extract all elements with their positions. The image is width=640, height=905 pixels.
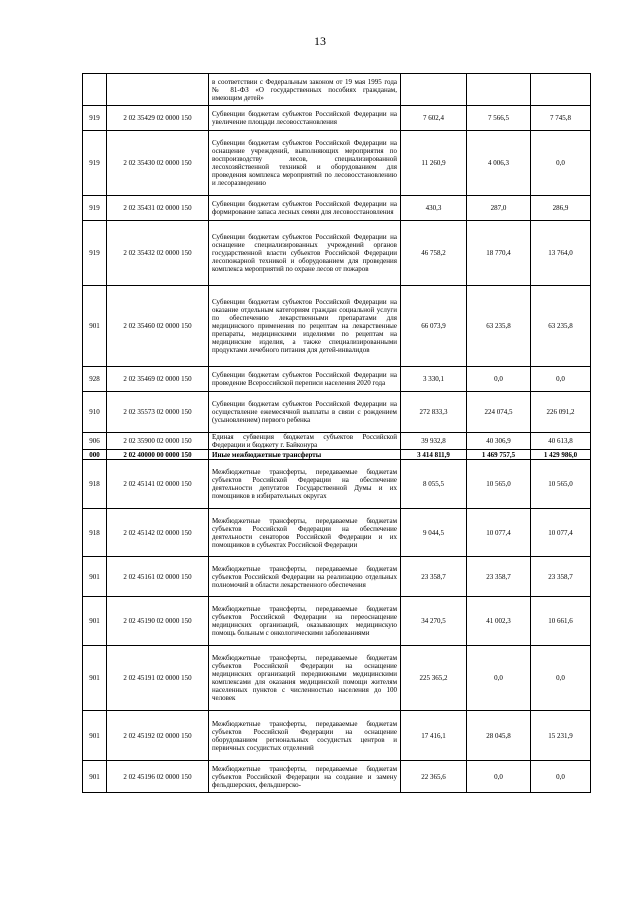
table-row bbox=[83, 460, 591, 509]
table-row bbox=[83, 221, 591, 286]
amount-year2-cell: 23 358,7 bbox=[467, 557, 531, 597]
amount-year1-cell: 46 758,2 bbox=[401, 221, 467, 286]
amount-year2-cell: 10 565,0 bbox=[467, 460, 531, 509]
admin-code-cell: 901 bbox=[83, 597, 107, 646]
budget-classification-code-cell: 2 02 45161 02 0000 150 bbox=[107, 557, 209, 597]
amount-year2-cell: 1 469 757,5 bbox=[467, 450, 531, 460]
amount-year1-cell: 22 365,6 bbox=[401, 761, 467, 793]
budget-classification-code-cell: 2 02 45142 02 0000 150 bbox=[107, 509, 209, 557]
table-row bbox=[83, 106, 591, 131]
budget-classification-code-cell bbox=[107, 74, 209, 106]
amount-year1-cell: 7 602,4 bbox=[401, 106, 467, 131]
amount-year2-cell: 0,0 bbox=[467, 761, 531, 793]
budget-classification-code-cell: 2 02 35460 02 0000 150 bbox=[107, 286, 209, 367]
table-row bbox=[83, 131, 591, 196]
admin-code-cell: 910 bbox=[83, 392, 107, 433]
budget-classification-code-cell: 2 02 45141 02 0000 150 bbox=[107, 460, 209, 509]
admin-code-cell: 901 bbox=[83, 286, 107, 367]
table-row bbox=[83, 597, 591, 646]
amount-year3-cell: 226 091,2 bbox=[531, 392, 591, 433]
table-row bbox=[83, 711, 591, 761]
table-row bbox=[83, 509, 591, 557]
table-row bbox=[83, 196, 591, 221]
amount-year2-cell: 287,0 bbox=[467, 196, 531, 221]
revenue-name-cell: Межбюджетные трансферты, передаваемые бюджетам субъектов Российской Федерации на реализацию отдельных полномочий в области лекарственного обеспечения bbox=[209, 557, 401, 597]
budget-classification-code-cell: 2 02 35900 02 0000 150 bbox=[107, 433, 209, 450]
amount-year1-cell: 39 932,8 bbox=[401, 433, 467, 450]
amount-year1-cell: 272 833,3 bbox=[401, 392, 467, 433]
amount-year2-cell: 0,0 bbox=[467, 646, 531, 711]
amount-year2-cell bbox=[467, 74, 531, 106]
budget-classification-code-cell: 2 02 45192 02 0000 150 bbox=[107, 711, 209, 761]
admin-code-cell: 919 bbox=[83, 131, 107, 196]
table-row bbox=[83, 557, 591, 597]
admin-code-cell: 919 bbox=[83, 221, 107, 286]
amount-year3-cell: 7 745,8 bbox=[531, 106, 591, 131]
amount-year3-cell: 286,9 bbox=[531, 196, 591, 221]
amount-year2-cell: 10 077,4 bbox=[467, 509, 531, 557]
budget-revenue-table bbox=[82, 73, 591, 793]
amount-year3-cell: 1 429 986,0 bbox=[531, 450, 591, 460]
table-row bbox=[83, 392, 591, 433]
amount-year1-cell bbox=[401, 74, 467, 106]
amount-year2-cell: 40 306,9 bbox=[467, 433, 531, 450]
amount-year1-cell: 34 270,5 bbox=[401, 597, 467, 646]
amount-year3-cell: 23 358,7 bbox=[531, 557, 591, 597]
budget-classification-code-cell: 2 02 35573 02 0000 150 bbox=[107, 392, 209, 433]
budget-classification-code-cell: 2 02 35469 02 0000 150 bbox=[107, 367, 209, 392]
amount-year2-cell: 7 566,5 bbox=[467, 106, 531, 131]
revenue-name-cell: Субвенции бюджетам субъектов Российской Федерации на оснащение учреждений, выполняющих мероприятия по воспроизводству лесов, специализированной лесохозяйственной техникой и оборудованием для проведения комплекса мероприятий по лесовосстановлению и лесоразведению bbox=[209, 131, 401, 196]
amount-year3-cell: 10 565,0 bbox=[531, 460, 591, 509]
admin-code-cell: 901 bbox=[83, 646, 107, 711]
table-row bbox=[83, 646, 591, 711]
admin-code-cell: 000 bbox=[83, 450, 107, 460]
amount-year3-cell: 15 231,9 bbox=[531, 711, 591, 761]
table-row bbox=[83, 286, 591, 367]
amount-year3-cell: 13 764,0 bbox=[531, 221, 591, 286]
amount-year1-cell: 9 044,5 bbox=[401, 509, 467, 557]
amount-year3-cell: 0,0 bbox=[531, 646, 591, 711]
revenue-name-cell: Субвенции бюджетам субъектов Российской Федерации на осуществление ежемесячной выплаты в связи с рождением (усыновлением) первого ребенка bbox=[209, 392, 401, 433]
amount-year1-cell: 225 365,2 bbox=[401, 646, 467, 711]
budget-classification-code-cell: 2 02 45190 02 0000 150 bbox=[107, 597, 209, 646]
amount-year1-cell: 3 414 811,9 bbox=[401, 450, 467, 460]
amount-year2-cell: 41 002,3 bbox=[467, 597, 531, 646]
revenue-name-cell: Межбюджетные трансферты, передаваемые бюджетам субъектов Российской Федерации на оснащение медицинских организаций передвижными медицинскими комплексами для оказания медицинской помощи жителям населенных пунктов с численностью населения до 100 человек bbox=[209, 646, 401, 711]
table-row bbox=[83, 433, 591, 450]
revenue-name-cell: Межбюджетные трансферты, передаваемые бюджетам субъектов Российской Федерации на оснащение оборудованием региональных сосудистых центров и первичных сосудистых отделений bbox=[209, 711, 401, 761]
amount-year1-cell: 8 055,5 bbox=[401, 460, 467, 509]
amount-year1-cell: 3 330,1 bbox=[401, 367, 467, 392]
budget-classification-code-cell: 2 02 45191 02 0000 150 bbox=[107, 646, 209, 711]
amount-year1-cell: 66 073,9 bbox=[401, 286, 467, 367]
amount-year3-cell bbox=[531, 74, 591, 106]
admin-code-cell: 919 bbox=[83, 196, 107, 221]
amount-year1-cell: 17 416,1 bbox=[401, 711, 467, 761]
admin-code-cell: 901 bbox=[83, 711, 107, 761]
revenue-name-cell: Субвенции бюджетам субъектов Российской Федерации на увеличение площади лесовосстановления bbox=[209, 106, 401, 131]
budget-classification-code-cell: 2 02 40000 00 0000 150 bbox=[107, 450, 209, 460]
budget-classification-code-cell: 2 02 45196 02 0000 150 bbox=[107, 761, 209, 793]
admin-code-cell: 906 bbox=[83, 433, 107, 450]
amount-year3-cell: 10 077,4 bbox=[531, 509, 591, 557]
amount-year1-cell: 430,3 bbox=[401, 196, 467, 221]
amount-year3-cell: 10 661,6 bbox=[531, 597, 591, 646]
table-row bbox=[83, 761, 591, 793]
table-row bbox=[83, 74, 591, 106]
revenue-name-cell: Единая субвенция бюджетам субъектов Российской Федерации и бюджету г. Байконура bbox=[209, 433, 401, 450]
admin-code-cell: 901 bbox=[83, 761, 107, 793]
table-row bbox=[83, 367, 591, 392]
revenue-name-cell: Субвенции бюджетам субъектов Российской Федерации на формирование запаса лесных семян для лесовосстановления bbox=[209, 196, 401, 221]
table-body bbox=[83, 74, 591, 793]
amount-year1-cell: 11 260,9 bbox=[401, 131, 467, 196]
amount-year2-cell: 224 074,5 bbox=[467, 392, 531, 433]
admin-code-cell: 901 bbox=[83, 557, 107, 597]
admin-code-cell bbox=[83, 74, 107, 106]
revenue-name-cell: Субвенции бюджетам субъектов Российской Федерации на оснащение специализированных учреждений органов государственной власти субъектов Российской Федерации лесопожарной техникой и оборудованием для проведения комплекса мероприятий по охране лесов от пожаров bbox=[209, 221, 401, 286]
table-row bbox=[83, 450, 591, 460]
revenue-name-cell: Межбюджетные трансферты, передаваемые бюджетам субъектов Российской Федерации на создание и замену фельдшерских, фельдшерско- bbox=[209, 761, 401, 793]
amount-year1-cell: 23 358,7 bbox=[401, 557, 467, 597]
revenue-name-cell: Межбюджетные трансферты, передаваемые бюджетам субъектов Российской Федерации на переоснащение медицинских организаций, оказывающих медицинскую помощь больным с онкологическими заболеваниями bbox=[209, 597, 401, 646]
admin-code-cell: 918 bbox=[83, 509, 107, 557]
amount-year2-cell: 63 235,8 bbox=[467, 286, 531, 367]
amount-year3-cell: 0,0 bbox=[531, 367, 591, 392]
revenue-name-cell: в соответствии с Федеральным законом от 19 мая 1995 года № 81-ФЗ «О государственных пособиях гражданам, имеющим детей» bbox=[209, 74, 401, 106]
revenue-name-cell: Межбюджетные трансферты, передаваемые бюджетам субъектов Российской Федерации на обеспечение деятельности сенаторов Российской Федерации и их помощников в субъектах Российской Федерации bbox=[209, 509, 401, 557]
amount-year2-cell: 28 045,8 bbox=[467, 711, 531, 761]
revenue-name-cell: Субвенции бюджетам субъектов Российской Федерации на проведение Всероссийской переписи населения 2020 года bbox=[209, 367, 401, 392]
revenue-name-cell: Иные межбюджетные трансферты bbox=[209, 450, 401, 460]
amount-year2-cell: 4 006,3 bbox=[467, 131, 531, 196]
budget-classification-code-cell: 2 02 35430 02 0000 150 bbox=[107, 131, 209, 196]
admin-code-cell: 919 bbox=[83, 106, 107, 131]
budget-classification-code-cell: 2 02 35431 02 0000 150 bbox=[107, 196, 209, 221]
amount-year3-cell: 0,0 bbox=[531, 131, 591, 196]
amount-year3-cell: 0,0 bbox=[531, 761, 591, 793]
page-number: 13 bbox=[314, 34, 326, 48]
admin-code-cell: 928 bbox=[83, 367, 107, 392]
revenue-name-cell: Субвенции бюджетам субъектов Российской Федерации на оказание отдельным категориям граждан социальной услуги по обеспечению лекарственными препаратами для медицинского применения по рецептам на лекарственные препараты, медицинскими изделиями по рецептам на медицинские изделия, а также специализированными продуктами лечебного питания для детей-инвалидов bbox=[209, 286, 401, 367]
admin-code-cell: 918 bbox=[83, 460, 107, 509]
budget-classification-code-cell: 2 02 35432 02 0000 150 bbox=[107, 221, 209, 286]
revenue-name-cell: Межбюджетные трансферты, передаваемые бюджетам субъектов Российской Федерации на обеспечение деятельности депутатов Государственной Думы и их помощников в избирательных округах bbox=[209, 460, 401, 509]
budget-classification-code-cell: 2 02 35429 02 0000 150 bbox=[107, 106, 209, 131]
amount-year3-cell: 63 235,8 bbox=[531, 286, 591, 367]
amount-year3-cell: 40 613,8 bbox=[531, 433, 591, 450]
amount-year2-cell: 18 770,4 bbox=[467, 221, 531, 286]
amount-year2-cell: 0,0 bbox=[467, 367, 531, 392]
